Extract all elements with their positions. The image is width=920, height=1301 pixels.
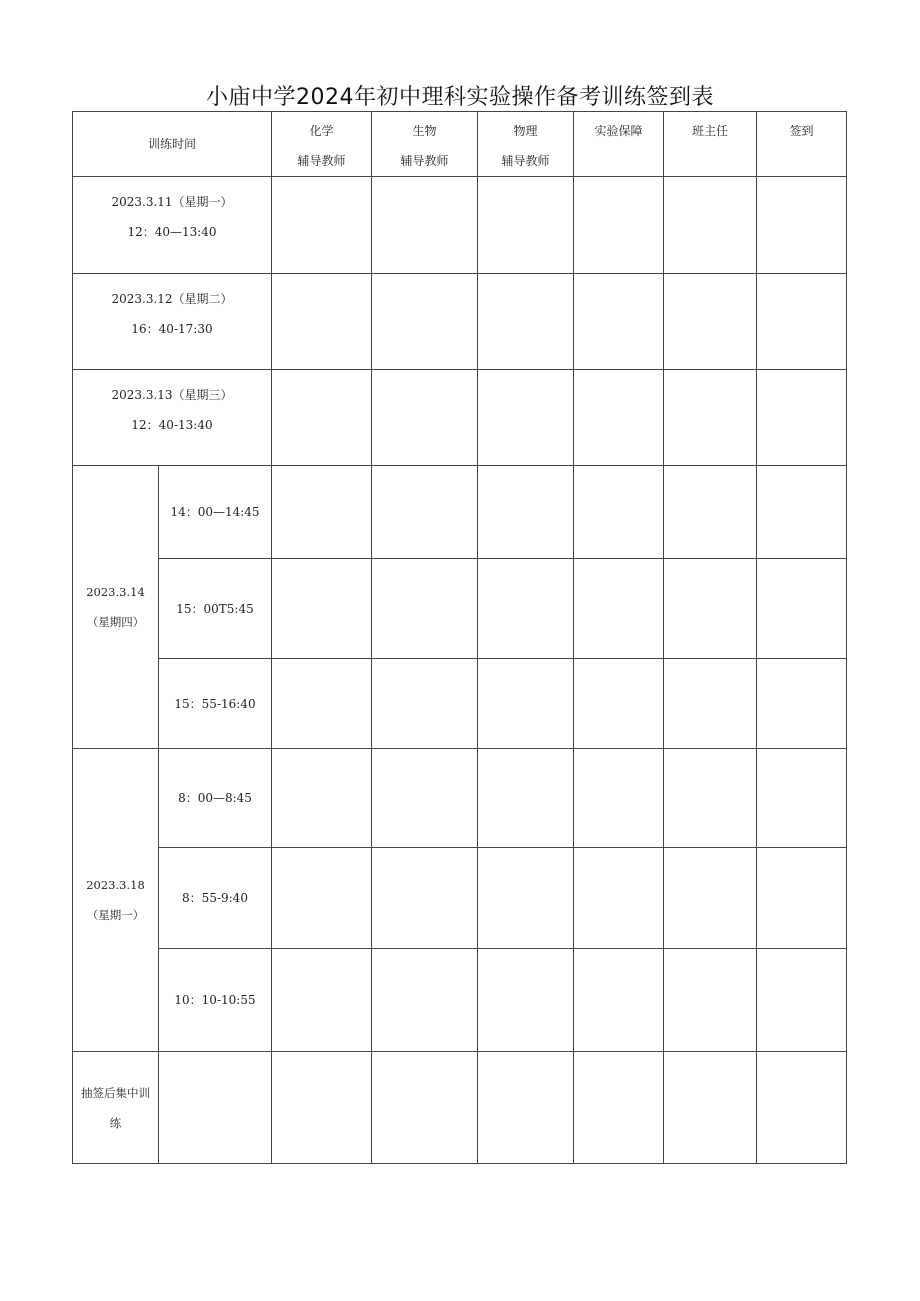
slot-row [73, 949, 847, 1052]
head-teacher-cell[interactable] [664, 848, 757, 949]
chemistry-tutor-cell[interactable] [272, 749, 372, 848]
physics-tutor-cell[interactable] [478, 949, 574, 1052]
session-datetime [73, 177, 272, 274]
slot-time: 15：00T5:45 [159, 559, 272, 659]
chemistry-tutor-cell[interactable] [272, 466, 372, 559]
header-biology-role: 辅导教师 [400, 154, 449, 168]
physics-tutor-cell[interactable] [478, 1052, 574, 1164]
lab-support-cell[interactable] [574, 659, 664, 749]
head-teacher-cell[interactable] [664, 659, 757, 749]
session-row [73, 177, 847, 274]
slot-time: 8：55-9:40 [159, 848, 272, 949]
session-time: 12：40—13:40 [127, 225, 217, 239]
chemistry-tutor-cell[interactable] [272, 370, 372, 466]
lab-support-cell[interactable] [574, 466, 664, 559]
session-date: 2023.3.12（星期二） [111, 292, 233, 306]
sign-in-table [72, 111, 847, 1164]
header-training-time: 训练时间 [73, 112, 272, 177]
lab-support-cell[interactable] [574, 559, 664, 659]
header-physics-subject: 物理 [513, 124, 538, 138]
chemistry-tutor-cell[interactable] [272, 177, 372, 274]
slot-row [73, 848, 847, 949]
lab-support-cell[interactable] [574, 749, 664, 848]
sign-in-cell[interactable] [757, 274, 847, 370]
head-teacher-cell[interactable] [664, 1052, 757, 1164]
biology-tutor-cell[interactable] [372, 659, 478, 749]
physics-tutor-cell[interactable] [478, 370, 574, 466]
lab-support-cell[interactable] [574, 370, 664, 466]
sign-in-cell[interactable] [757, 466, 847, 559]
head-teacher-cell[interactable] [664, 559, 757, 659]
slot-time: 8：00—8:45 [159, 749, 272, 848]
chemistry-tutor-cell[interactable] [272, 659, 372, 749]
biology-tutor-cell[interactable] [372, 177, 478, 274]
final-training-label [73, 1052, 159, 1164]
biology-tutor-cell[interactable] [372, 749, 478, 848]
physics-tutor-cell[interactable] [478, 848, 574, 949]
header-physics-tutor [478, 112, 574, 177]
header-chemistry-subject: 化学 [309, 124, 334, 138]
session-datetime [73, 370, 272, 466]
biology-tutor-cell[interactable] [372, 949, 478, 1052]
biology-tutor-cell[interactable] [372, 1052, 478, 1164]
sign-in-cell[interactable] [757, 949, 847, 1052]
biology-tutor-cell[interactable] [372, 274, 478, 370]
lab-support-cell[interactable] [574, 848, 664, 949]
session-datetime [73, 274, 272, 370]
session-time: 12：40-13:40 [131, 418, 213, 432]
chemistry-tutor-cell[interactable] [272, 274, 372, 370]
group-weekday: （星期四） [86, 615, 145, 629]
session-date: 2023.3.11（星期一） [111, 195, 233, 209]
session-row [73, 370, 847, 466]
slot-time-cell[interactable] [159, 1052, 272, 1164]
header-head-teacher: 班主任 [664, 112, 757, 177]
sign-in-cell[interactable] [757, 559, 847, 659]
header-chemistry-role: 辅导教师 [297, 154, 346, 168]
physics-tutor-cell[interactable] [478, 466, 574, 559]
chemistry-tutor-cell[interactable] [272, 949, 372, 1052]
sign-in-cell[interactable] [757, 370, 847, 466]
session-time: 16：40-17:30 [131, 322, 213, 336]
head-teacher-cell[interactable] [664, 466, 757, 559]
header-lab-support: 实验保障 [574, 112, 664, 177]
chemistry-tutor-cell[interactable] [272, 559, 372, 659]
sign-in-cell[interactable] [757, 749, 847, 848]
header-chemistry-tutor [272, 112, 372, 177]
physics-tutor-cell[interactable] [478, 659, 574, 749]
head-teacher-cell[interactable] [664, 370, 757, 466]
slot-time: 14：00—14:45 [159, 466, 272, 559]
group-date-monday [73, 749, 159, 1052]
header-biology-tutor [372, 112, 478, 177]
group-date-thursday [73, 466, 159, 749]
final-label-line1: 抽签后集中训 [81, 1085, 150, 1100]
biology-tutor-cell[interactable] [372, 466, 478, 559]
header-biology-subject: 生物 [412, 124, 437, 138]
physics-tutor-cell[interactable] [478, 274, 574, 370]
slot-row [73, 559, 847, 659]
head-teacher-cell[interactable] [664, 274, 757, 370]
header-row [73, 112, 847, 177]
physics-tutor-cell[interactable] [478, 559, 574, 659]
slot-row [73, 659, 847, 749]
biology-tutor-cell[interactable] [372, 848, 478, 949]
sign-in-cell[interactable] [757, 1052, 847, 1164]
final-label-line2: 练 [109, 1115, 122, 1130]
biology-tutor-cell[interactable] [372, 370, 478, 466]
sign-in-cell[interactable] [757, 177, 847, 274]
header-physics-role: 辅导教师 [501, 154, 550, 168]
final-row [73, 1052, 847, 1164]
lab-support-cell[interactable] [574, 177, 664, 274]
lab-support-cell[interactable] [574, 949, 664, 1052]
head-teacher-cell[interactable] [664, 749, 757, 848]
chemistry-tutor-cell[interactable] [272, 1052, 372, 1164]
physics-tutor-cell[interactable] [478, 749, 574, 848]
head-teacher-cell[interactable] [664, 177, 757, 274]
lab-support-cell[interactable] [574, 274, 664, 370]
head-teacher-cell[interactable] [664, 949, 757, 1052]
group-date: 2023.3.14 [86, 585, 145, 599]
slot-time: 10：10-10:55 [159, 949, 272, 1052]
biology-tutor-cell[interactable] [372, 559, 478, 659]
group-weekday: （星期一） [86, 908, 145, 922]
chemistry-tutor-cell[interactable] [272, 848, 372, 949]
slot-time: 15：55-16:40 [159, 659, 272, 749]
page-title: 小庙中学2024年初中理科实验操作备考训练签到表 [206, 85, 714, 110]
session-row [73, 274, 847, 370]
group-date: 2023.3.18 [86, 878, 145, 892]
lab-support-cell[interactable] [574, 1052, 664, 1164]
sign-in-cell[interactable] [757, 659, 847, 749]
sign-in-cell[interactable] [757, 848, 847, 949]
physics-tutor-cell[interactable] [478, 177, 574, 274]
session-date: 2023.3.13（星期三） [111, 388, 233, 402]
slot-row [73, 466, 847, 559]
slot-row [73, 749, 847, 848]
header-sign-in: 签到 [757, 112, 847, 177]
